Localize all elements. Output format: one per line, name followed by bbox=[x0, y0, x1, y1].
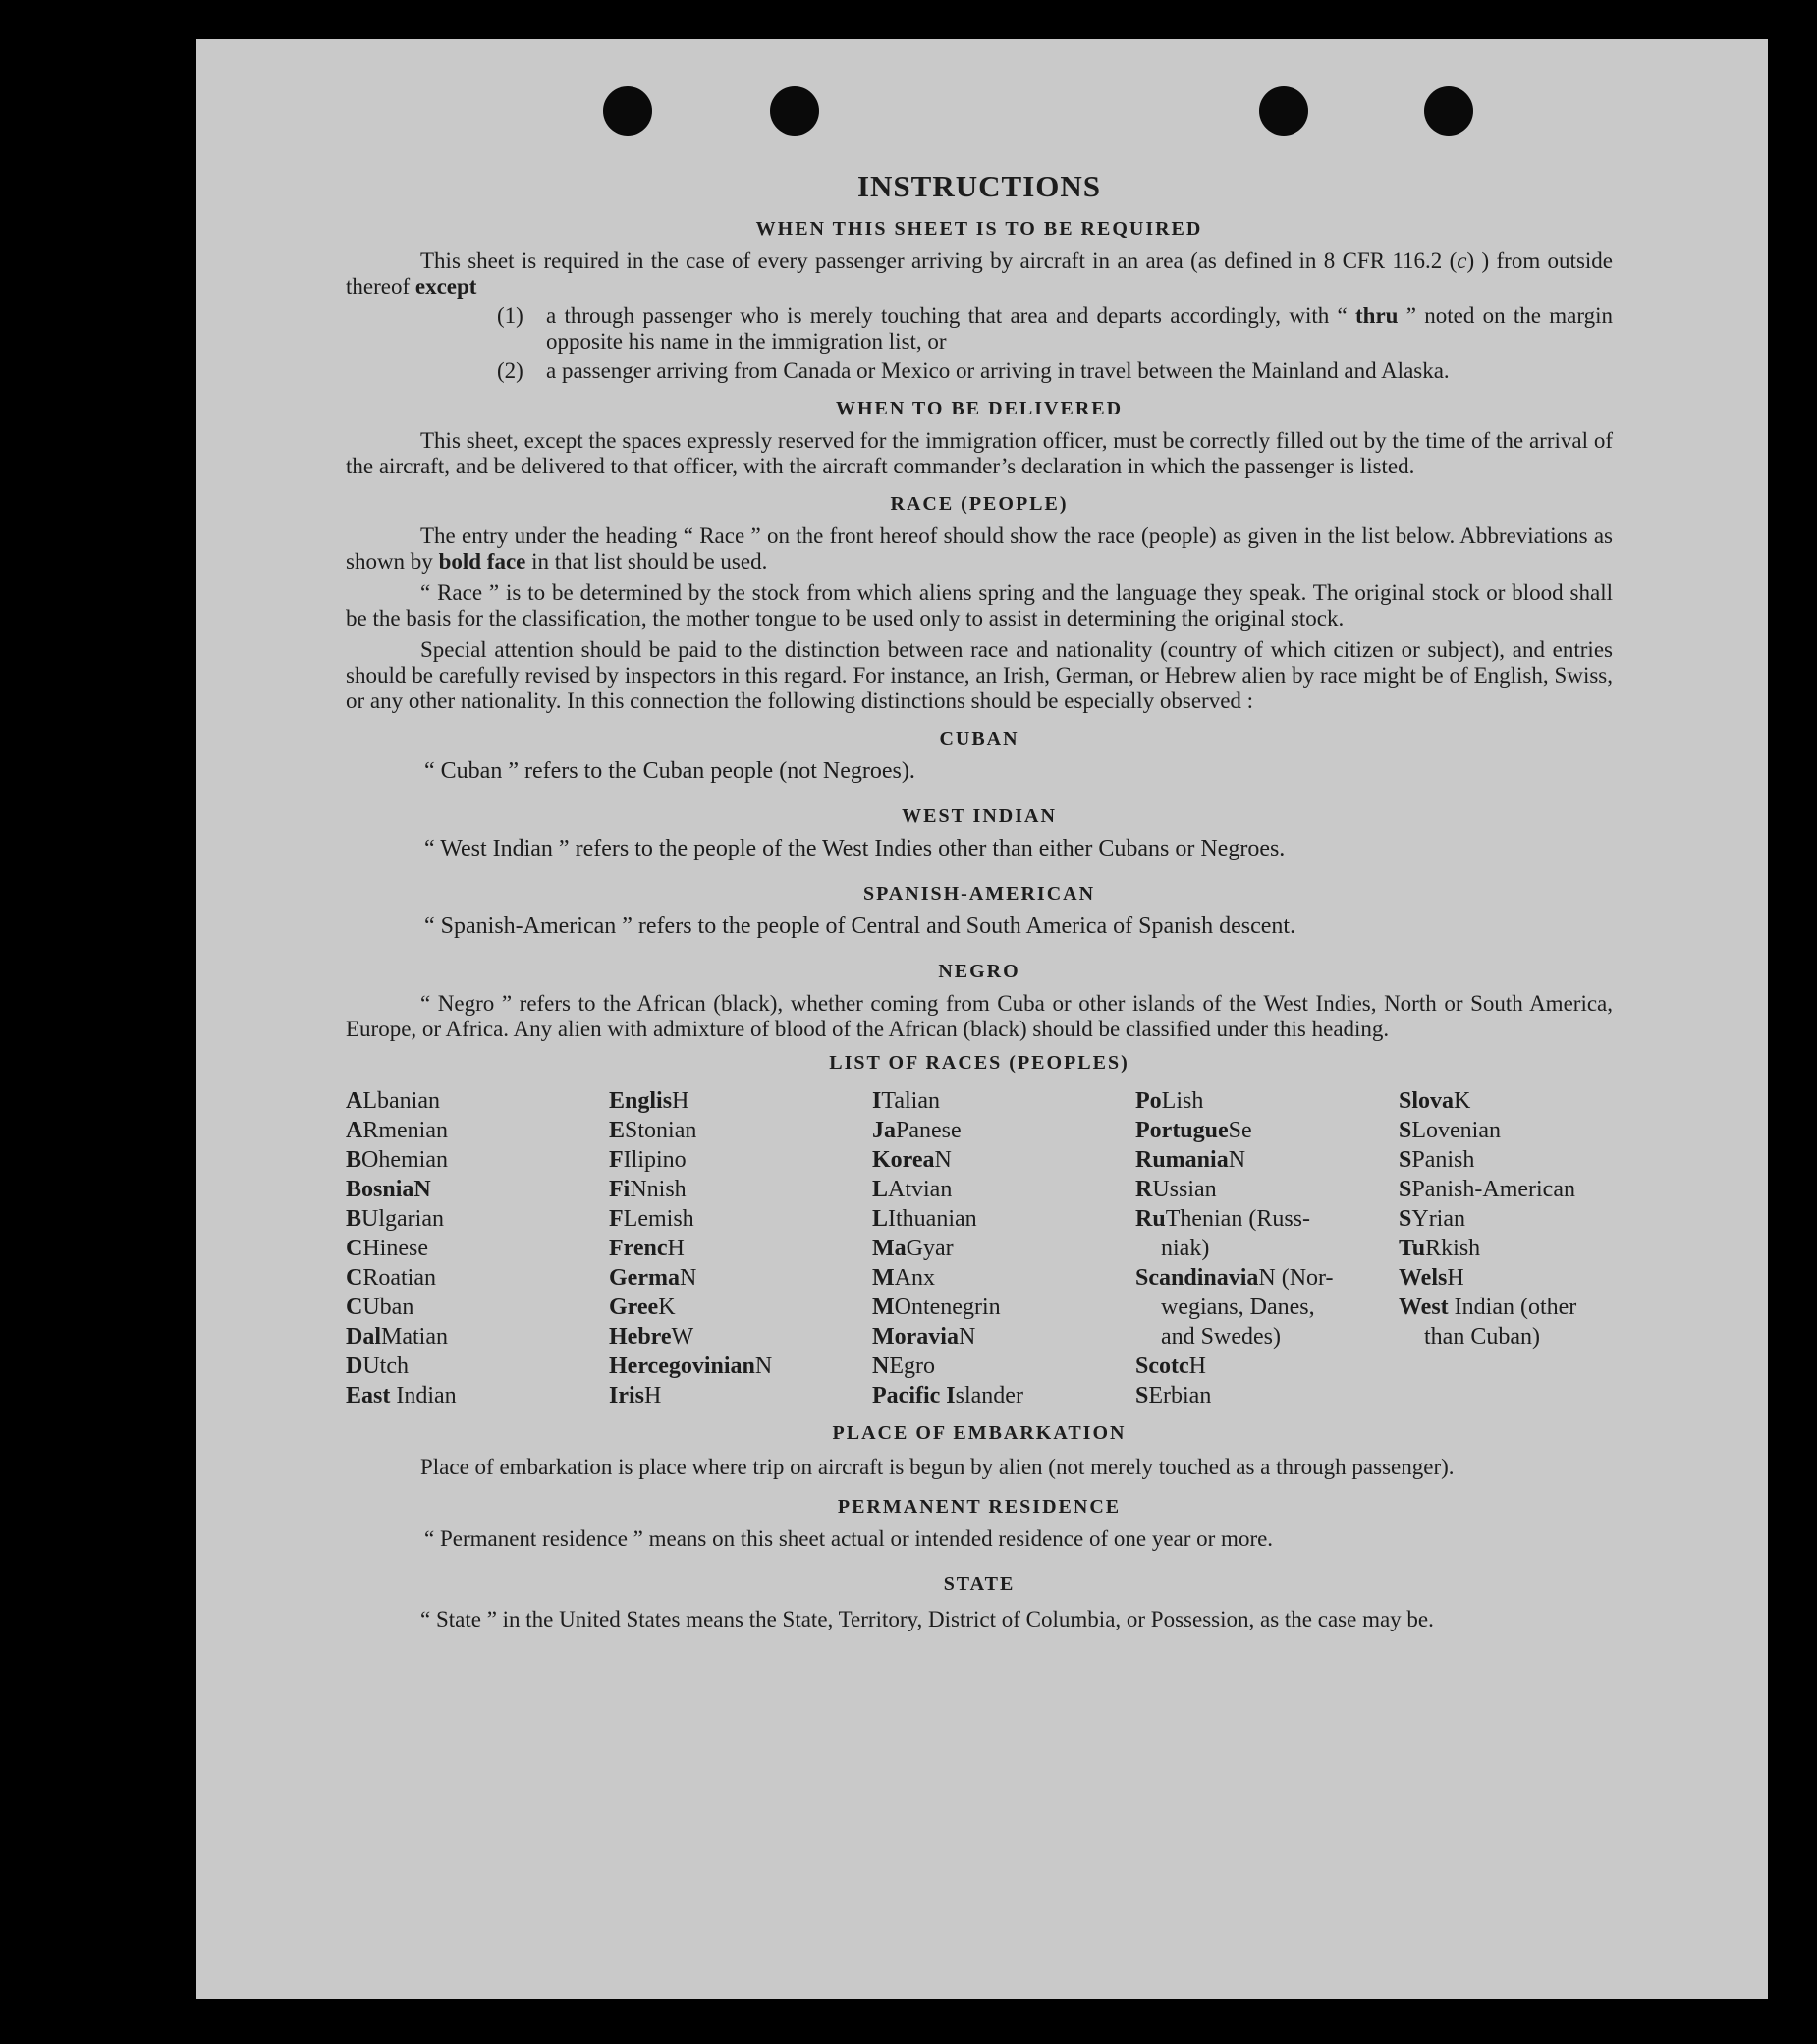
section-heading-race-list: LIST OF RACES (PEOPLES) bbox=[829, 1052, 1129, 1074]
race-name: MOntenegrin bbox=[872, 1295, 1001, 1320]
race-entry bbox=[872, 1381, 1135, 1410]
race-name: WelsH bbox=[1399, 1265, 1464, 1291]
race-entry bbox=[1135, 1116, 1399, 1145]
race-entry bbox=[1135, 1145, 1399, 1175]
race-name: KoreaN bbox=[872, 1147, 952, 1173]
race-name: ITalian bbox=[872, 1088, 940, 1114]
race-name: ScandinaviaN (Nor- bbox=[1135, 1265, 1334, 1291]
delivered-paragraph: This sheet, except the spaces expressly reserved for the immigration officer, must be correctly filled out by the time of the arrival of the aircraft, and be delivered to that officer, with the aircraft commander’s declaration in which the passenger is listed. bbox=[346, 428, 1613, 478]
race-name: RUssian bbox=[1135, 1177, 1217, 1202]
race-name-continuation: than Cuban) bbox=[1424, 1324, 1540, 1350]
race-entry bbox=[346, 1086, 609, 1116]
race-name: CUban bbox=[346, 1295, 414, 1320]
race-entry bbox=[609, 1381, 872, 1410]
race-entry bbox=[346, 1352, 609, 1381]
item-text: a passenger arriving from Canada or Mexico or arriving in travel between the Mainland and Alaska. bbox=[546, 359, 1450, 383]
race-name: GermaN bbox=[609, 1265, 697, 1291]
race-name: EStonian bbox=[609, 1118, 697, 1143]
text-span: This sheet is required in the case of every passenger arriving by aircraft in an area (as defined in 8 CFR 116.2 ( bbox=[420, 249, 1458, 273]
section-heading-state: STATE bbox=[943, 1574, 1016, 1595]
race-entry bbox=[346, 1234, 609, 1263]
section-heading-west-indian: WEST INDIAN bbox=[902, 805, 1057, 827]
race-entry bbox=[872, 1322, 1135, 1352]
race-entry bbox=[872, 1204, 1135, 1234]
race-name: MoraviaN bbox=[872, 1324, 976, 1350]
section-heading-required: WHEN THIS SHEET IS TO BE REQUIRED bbox=[755, 218, 1203, 240]
exception-item-2 bbox=[497, 359, 1613, 384]
page-title: INSTRUCTIONS bbox=[856, 169, 1101, 203]
west-indian-paragraph: “ West Indian ” refers to the people of the West Indies other than either Cubans or Negroes. bbox=[424, 836, 1286, 861]
race-entry bbox=[609, 1352, 872, 1381]
negro-paragraph: “ Negro ” refers to the African (black), whether coming from Cuba or other islands of the West Indies, North or South America, Europe, or Africa. Any alien with admixture of blood of the African (black) should be classified under this heading. bbox=[346, 991, 1613, 1041]
punch-hole bbox=[1259, 86, 1308, 136]
state-paragraph: “ State ” in the United States means the State, Territory, District of Columbia, or Possession, as the case may be. bbox=[420, 1607, 1434, 1631]
race-column bbox=[1135, 1086, 1399, 1410]
section-heading-spanish-american: SPANISH-AMERICAN bbox=[862, 883, 1096, 905]
race-entry bbox=[609, 1145, 872, 1175]
race-entry bbox=[1399, 1263, 1624, 1293]
race-name: RumaniaN bbox=[1135, 1147, 1246, 1173]
cuban-paragraph: “ Cuban ” refers to the Cuban people (not Negroes). bbox=[424, 758, 915, 784]
race-name: JaPanese bbox=[872, 1118, 962, 1143]
section-heading-cuban: CUBAN bbox=[939, 728, 1019, 749]
race-entry bbox=[1399, 1204, 1624, 1234]
text-span: ” noted on the margin opposite his name in the immigration list, or bbox=[546, 304, 1613, 354]
text-span: The entry under the heading “ Race ” on the front hereof should show the race (people) as given in the list below. Abbreviations as shown by bbox=[346, 524, 1613, 574]
required-paragraph bbox=[346, 249, 1613, 300]
race-entry bbox=[346, 1116, 609, 1145]
race-entry bbox=[872, 1145, 1135, 1175]
race-entry bbox=[1135, 1086, 1399, 1116]
race-column bbox=[609, 1086, 872, 1410]
exception-item-1 bbox=[497, 304, 1613, 355]
race-entry bbox=[1399, 1234, 1624, 1263]
race-name: CRoatian bbox=[346, 1265, 436, 1291]
race-name: BOhemian bbox=[346, 1147, 448, 1173]
race-name: ARmenian bbox=[346, 1118, 448, 1143]
race-name: CHinese bbox=[346, 1236, 428, 1261]
section-heading-residence: PERMANENT RESIDENCE bbox=[837, 1496, 1122, 1518]
race-name: DUtch bbox=[346, 1353, 409, 1379]
race-entry bbox=[872, 1293, 1135, 1322]
race-name: BosniaN bbox=[346, 1177, 431, 1202]
race-column bbox=[1399, 1086, 1624, 1410]
document-page bbox=[196, 39, 1768, 1999]
punch-hole bbox=[1424, 86, 1473, 136]
race-entry bbox=[346, 1322, 609, 1352]
race-entry bbox=[1135, 1352, 1399, 1381]
race-name: SPanish bbox=[1399, 1147, 1475, 1173]
race-entry bbox=[609, 1322, 872, 1352]
section-heading-delivered: WHEN TO BE DELIVERED bbox=[835, 398, 1124, 419]
spanish-american-paragraph: “ Spanish-American ” refers to the people of Central and South America of Spanish descent. bbox=[424, 913, 1296, 939]
race-name: DalMatian bbox=[346, 1324, 448, 1350]
race-name: HercegovinianN bbox=[609, 1353, 773, 1379]
race-name: LAtvian bbox=[872, 1177, 953, 1202]
race-name-continuation: wegians, Danes, and Swedes) bbox=[1161, 1295, 1315, 1350]
section-heading-negro: NEGRO bbox=[938, 961, 1020, 982]
race-name: PoLish bbox=[1135, 1088, 1204, 1114]
residence-paragraph: “ Permanent residence ” means on this sheet actual or intended residence of one year or more. bbox=[424, 1526, 1274, 1551]
race-entry bbox=[609, 1086, 872, 1116]
race-name: SPanish-American bbox=[1399, 1177, 1575, 1202]
race-entry bbox=[1399, 1293, 1624, 1352]
race-name: FrencH bbox=[609, 1236, 685, 1261]
race-entry bbox=[609, 1293, 872, 1322]
race-name: TuRkish bbox=[1399, 1236, 1481, 1261]
race-entry bbox=[1399, 1145, 1624, 1175]
race-entry bbox=[872, 1234, 1135, 1263]
race-name: EnglisH bbox=[609, 1088, 689, 1114]
item-text bbox=[546, 304, 1613, 355]
race-paragraph-1 bbox=[346, 524, 1613, 575]
race-name: FLemish bbox=[609, 1206, 694, 1232]
race-entry bbox=[872, 1086, 1135, 1116]
race-name: ALbanian bbox=[346, 1088, 440, 1114]
race-name: BUlgarian bbox=[346, 1206, 444, 1232]
text-span: c bbox=[1457, 249, 1467, 273]
race-name: MAnx bbox=[872, 1265, 935, 1291]
race-name: GreeK bbox=[609, 1295, 676, 1320]
race-name: SlovaK bbox=[1399, 1088, 1471, 1114]
race-entry bbox=[1135, 1263, 1399, 1352]
race-name-continuation: niak) bbox=[1161, 1236, 1210, 1261]
race-entry bbox=[609, 1204, 872, 1234]
race-paragraph-2: “ Race ” is to be determined by the stock from which aliens spring and the language they speak. The original stock or blood shall be the basis for the classification, the mother tongue to be used only to assist in determining the original stock. bbox=[346, 580, 1613, 631]
race-column bbox=[872, 1086, 1135, 1410]
race-name: IrisH bbox=[609, 1383, 662, 1409]
race-name: SYrian bbox=[1399, 1206, 1466, 1232]
race-entry bbox=[609, 1234, 872, 1263]
text-span: thru bbox=[1355, 304, 1399, 328]
text-span: ) ) from outside thereof bbox=[346, 249, 1613, 299]
race-entry bbox=[609, 1175, 872, 1204]
instructions-content bbox=[346, 169, 1613, 1635]
section-heading-race: RACE (PEOPLE) bbox=[890, 493, 1069, 515]
race-entry bbox=[609, 1116, 872, 1145]
race-entry bbox=[609, 1263, 872, 1293]
race-name: PortugueSe bbox=[1135, 1118, 1252, 1143]
race-name: ScotcH bbox=[1135, 1353, 1206, 1379]
text-span: except bbox=[414, 274, 477, 299]
race-entry bbox=[872, 1352, 1135, 1381]
race-name: SLovenian bbox=[1399, 1118, 1501, 1143]
text-span: bold face bbox=[438, 549, 526, 574]
race-name: HebreW bbox=[609, 1324, 694, 1350]
race-paragraph-3: Special attention should be paid to the distinction between race and nationality (country of which citizen or subject), and entries should be carefully revised by inspectors in this regard. For instance, an Irish, German, or Hebrew alien by race might be of English, Swiss, or any other nationality. In this connection the following distinctions should be especially observed : bbox=[346, 637, 1613, 713]
race-name: NEgro bbox=[872, 1353, 935, 1379]
race-entry bbox=[872, 1175, 1135, 1204]
race-name: Pacific Islander bbox=[872, 1383, 1023, 1409]
race-name: FIlipino bbox=[609, 1147, 687, 1173]
race-name: LIthuanian bbox=[872, 1206, 977, 1232]
race-list bbox=[346, 1086, 1613, 1410]
race-name: West Indian (other bbox=[1399, 1295, 1577, 1320]
race-entry bbox=[346, 1381, 609, 1410]
punch-hole bbox=[770, 86, 819, 136]
race-entry bbox=[1135, 1204, 1399, 1263]
race-column bbox=[346, 1086, 609, 1410]
section-heading-embarkation: PLACE OF EMBARKATION bbox=[832, 1422, 1127, 1444]
race-entry bbox=[1399, 1175, 1624, 1204]
race-entry bbox=[1135, 1381, 1399, 1410]
race-entry bbox=[346, 1263, 609, 1293]
race-name: RuThenian (Russ- bbox=[1135, 1206, 1310, 1232]
text-span: a through passenger who is merely touching that area and departs accordingly, with “ bbox=[546, 304, 1355, 328]
race-entry bbox=[346, 1175, 609, 1204]
race-entry bbox=[872, 1116, 1135, 1145]
race-entry bbox=[346, 1204, 609, 1234]
race-entry bbox=[872, 1263, 1135, 1293]
race-entry bbox=[1399, 1116, 1624, 1145]
race-name: MaGyar bbox=[872, 1236, 954, 1261]
text-span: in that list should be used. bbox=[525, 549, 768, 574]
race-name: FiNnish bbox=[609, 1177, 687, 1202]
punch-hole bbox=[603, 86, 652, 136]
embarkation-paragraph: Place of embarkation is place where trip on aircraft is begun by alien (not merely touched as a through passenger). bbox=[420, 1455, 1455, 1479]
race-entry bbox=[346, 1293, 609, 1322]
item-number: (2) bbox=[497, 359, 523, 383]
race-name: SErbian bbox=[1135, 1383, 1212, 1409]
race-entry bbox=[1135, 1175, 1399, 1204]
race-entry bbox=[346, 1145, 609, 1175]
item-number: (1) bbox=[497, 304, 523, 328]
race-name: East Indian bbox=[346, 1383, 457, 1409]
race-entry bbox=[1399, 1086, 1624, 1116]
